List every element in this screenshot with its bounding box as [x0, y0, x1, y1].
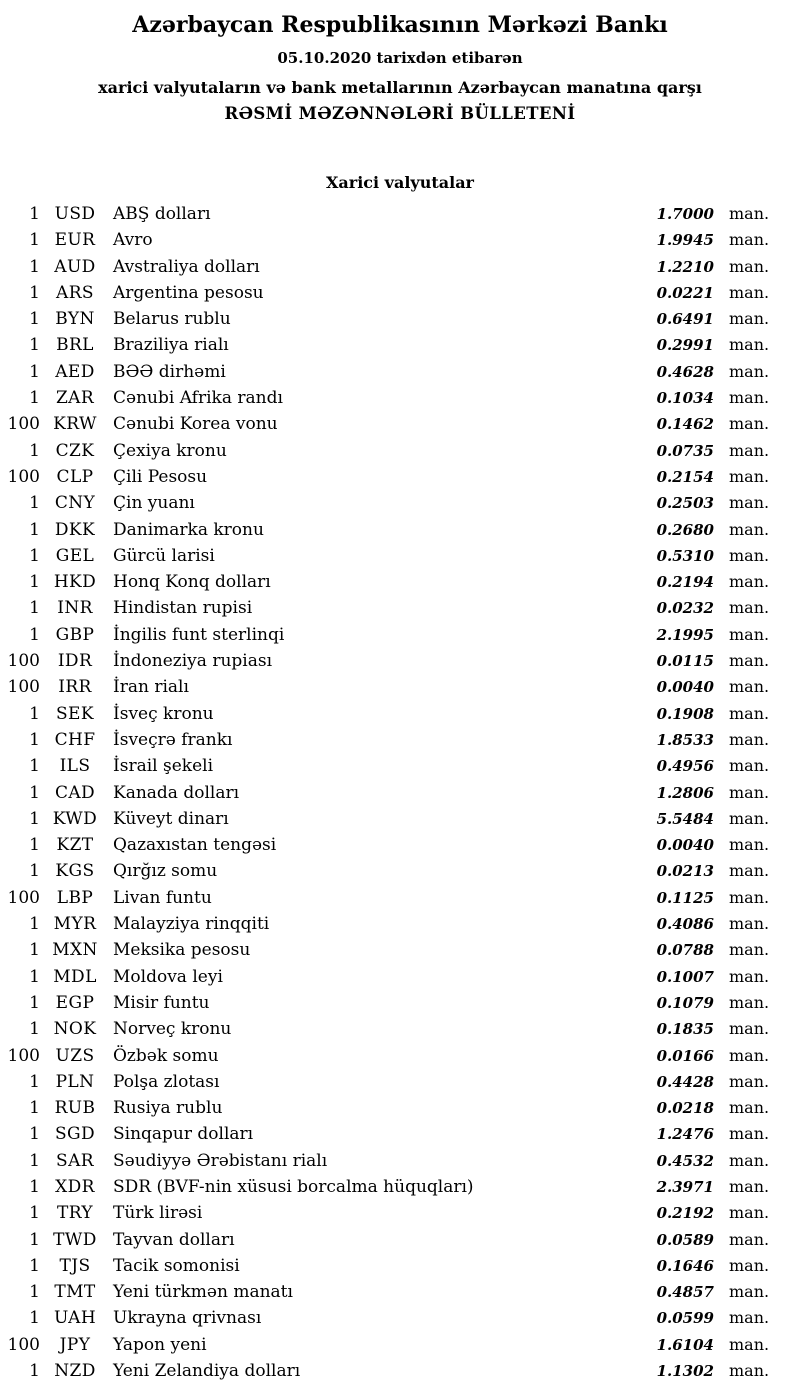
currency-quantity: 1 — [29, 914, 40, 935]
rate-value: 0.5310 — [656, 546, 714, 565]
rate-row-cad — [0, 780, 800, 806]
rate-value: 0.0213 — [656, 862, 714, 881]
rate-row-eur — [0, 227, 800, 253]
rate-row-gbp — [0, 622, 800, 648]
rate-value: 0.0115 — [656, 652, 714, 671]
currency-code: XDR — [55, 1176, 95, 1197]
unit-label: man. — [729, 940, 770, 960]
rate-value: 0.0221 — [656, 283, 714, 302]
currency-name: Yeni Zelandiya dolları — [113, 1361, 301, 1382]
currency-name: İsveç kronu — [113, 703, 214, 724]
currency-code: CAD — [54, 782, 96, 803]
currency-name: Ukrayna qrivnası — [113, 1308, 262, 1329]
currency-quantity: 100 — [7, 414, 40, 435]
currency-code: SEK — [56, 703, 94, 724]
currency-name: Moldova leyi — [113, 966, 223, 987]
rate-value: 1.9945 — [656, 231, 714, 250]
currency-quantity: 100 — [7, 677, 40, 698]
currency-code: MYR — [53, 914, 97, 935]
bulletin-header — [0, 0, 800, 123]
rate-value: 0.2503 — [656, 494, 714, 513]
rate-value: 0.2194 — [656, 573, 714, 592]
unit-label: man. — [729, 729, 770, 749]
currency-name: Cənubi Afrika randı — [113, 388, 283, 409]
unit-label: man. — [729, 466, 770, 486]
currency-quantity: 1 — [29, 782, 40, 803]
rate-value: 0.1908 — [656, 704, 714, 723]
currency-code: KGS — [55, 861, 95, 882]
currency-code: IRR — [58, 677, 92, 698]
currency-quantity: 1 — [29, 940, 40, 961]
unit-label: man. — [729, 1255, 770, 1275]
currency-name: Argentina pesosu — [113, 282, 264, 303]
currency-code: TRY — [56, 1203, 94, 1224]
rate-value: 1.1302 — [656, 1362, 714, 1381]
currency-quantity: 1 — [29, 992, 40, 1013]
currency-code: TWD — [53, 1229, 97, 1250]
currency-name: Çin yuanı — [113, 493, 195, 514]
currency-quantity: 1 — [29, 808, 40, 829]
rate-row-rub — [0, 1095, 800, 1121]
rate-value: 0.1079 — [656, 993, 714, 1012]
rates-table — [0, 201, 800, 1384]
rate-row-jpy — [0, 1332, 800, 1358]
rate-value: 0.2680 — [656, 520, 714, 539]
currency-quantity: 1 — [29, 966, 40, 987]
currency-quantity: 1 — [29, 388, 40, 409]
rate-row-egp — [0, 990, 800, 1016]
currency-code: RUB — [54, 1098, 96, 1119]
currency-code: GEL — [55, 545, 95, 566]
rate-row-idr — [0, 648, 800, 674]
unit-label: man. — [729, 624, 770, 644]
currency-name: Rusiya rublu — [113, 1098, 223, 1119]
currency-quantity: 1 — [29, 703, 40, 724]
rate-value: 1.8533 — [656, 730, 714, 749]
effective-date-line: 05.10.2020 tarixdən etibarən — [277, 49, 523, 67]
rate-row-ils — [0, 753, 800, 779]
rate-value: 0.1462 — [656, 415, 714, 434]
rate-row-aud — [0, 254, 800, 280]
unit-label: man. — [729, 230, 770, 250]
currency-code: USD — [54, 204, 96, 224]
rate-value: 2.3971 — [656, 1177, 714, 1196]
currency-code: PLN — [55, 1071, 95, 1092]
rate-value: 0.0218 — [656, 1099, 714, 1118]
rate-value: 0.4086 — [656, 915, 714, 934]
rate-row-cny — [0, 490, 800, 516]
rate-row-try — [0, 1200, 800, 1226]
currency-name: Avro — [113, 230, 153, 251]
currency-code: MXN — [52, 940, 98, 961]
unit-label: man. — [729, 1124, 770, 1144]
currency-name: Misir funtu — [113, 992, 210, 1013]
rate-row-kzt — [0, 832, 800, 858]
currency-quantity: 1 — [29, 572, 40, 593]
currency-name: İsveçrə frankı — [113, 729, 233, 750]
rate-row-mdl — [0, 964, 800, 990]
unit-label: man. — [729, 1045, 770, 1065]
currency-quantity: 1 — [29, 204, 40, 224]
rate-value: 0.1835 — [656, 1020, 714, 1039]
currency-quantity: 1 — [29, 756, 40, 777]
rate-value: 0.0232 — [656, 599, 714, 618]
rate-row-clp — [0, 464, 800, 490]
unit-label: man. — [729, 835, 770, 855]
currency-quantity: 1 — [29, 1308, 40, 1329]
currency-code: SGD — [54, 1124, 96, 1145]
rate-row-aed — [0, 359, 800, 385]
currency-quantity: 1 — [29, 1019, 40, 1040]
unit-label: man. — [729, 519, 770, 539]
rate-row-mxn — [0, 937, 800, 963]
unit-label: man. — [729, 992, 770, 1012]
unit-label: man. — [729, 651, 770, 671]
currency-quantity: 100 — [7, 1334, 40, 1355]
unit-label: man. — [729, 1203, 770, 1223]
rate-value: 0.2991 — [656, 336, 714, 355]
currency-name: Meksika pesosu — [113, 940, 251, 961]
rate-row-myr — [0, 911, 800, 937]
rate-value: 0.0788 — [656, 941, 714, 960]
unit-label: man. — [729, 966, 770, 986]
rate-row-sgd — [0, 1121, 800, 1147]
unit-label: man. — [729, 388, 770, 408]
currency-quantity: 1 — [29, 1203, 40, 1224]
currency-name: Avstraliya dolları — [113, 256, 260, 277]
unit-label: man. — [729, 1071, 770, 1091]
unit-label: man. — [729, 887, 770, 907]
currency-name: Türk lirəsi — [113, 1203, 203, 1224]
currency-quantity: 1 — [29, 861, 40, 882]
unit-label: man. — [729, 361, 770, 381]
currency-name: Yapon yeni — [113, 1334, 207, 1355]
currency-quantity: 1 — [29, 1229, 40, 1250]
currency-quantity: 1 — [29, 493, 40, 514]
currency-name: İngilis funt sterlinqi — [113, 624, 285, 645]
bank-title: Azərbaycan Respublikasının Mərkəzi Bankı — [132, 12, 668, 38]
currency-quantity: 1 — [29, 1282, 40, 1303]
currency-name: Livan funtu — [113, 887, 212, 908]
currency-code: BYN — [55, 309, 95, 330]
unit-label: man. — [729, 493, 770, 513]
currency-name: Yeni türkmən manatı — [113, 1282, 293, 1303]
currency-name: Səudiyyə Ərəbistanı rialı — [113, 1150, 328, 1171]
currency-quantity: 1 — [29, 1176, 40, 1197]
rate-value: 1.2806 — [656, 783, 714, 802]
currency-code: TMT — [54, 1282, 96, 1303]
currency-code: CLP — [56, 466, 94, 487]
currency-quantity: 1 — [29, 1071, 40, 1092]
currency-quantity: 100 — [7, 466, 40, 487]
rate-row-krw — [0, 411, 800, 437]
rate-value: 0.0735 — [656, 441, 714, 460]
currency-name: ABŞ dolları — [113, 204, 211, 224]
currency-code: DKK — [54, 519, 96, 540]
rate-row-hkd — [0, 569, 800, 595]
currency-quantity: 1 — [29, 309, 40, 330]
rate-row-uzs — [0, 1043, 800, 1069]
currency-name: Tayvan dolları — [113, 1229, 235, 1250]
currency-name: Honq Konq dolları — [113, 572, 271, 593]
unit-label: man. — [729, 572, 770, 592]
unit-label: man. — [729, 756, 770, 776]
rate-row-inr — [0, 595, 800, 621]
currency-name: BƏƏ dirhəmi — [113, 361, 226, 382]
unit-label: man. — [729, 1308, 770, 1328]
unit-label: man. — [729, 440, 770, 460]
bulletin-title: RƏSMİ MƏZƏNNƏLƏRİ BÜLLETENİ — [224, 104, 576, 123]
unit-label: man. — [729, 1098, 770, 1118]
rate-value: 0.4956 — [656, 757, 714, 776]
currency-code: KRW — [53, 414, 97, 435]
currency-quantity: 1 — [29, 598, 40, 619]
unit-label: man. — [729, 1176, 770, 1196]
unit-label: man. — [729, 914, 770, 934]
currency-code: UZS — [55, 1045, 95, 1066]
currency-quantity: 100 — [7, 887, 40, 908]
rate-row-usd — [0, 201, 800, 227]
rate-value: 0.4532 — [656, 1151, 714, 1170]
unit-label: man. — [729, 335, 770, 355]
unit-label: man. — [729, 808, 770, 828]
currency-name: Malayziya rinqqiti — [113, 914, 270, 935]
currency-quantity: 1 — [29, 1361, 40, 1382]
currency-quantity: 1 — [29, 545, 40, 566]
currency-code: BRL — [56, 335, 94, 356]
rate-row-tmt — [0, 1279, 800, 1305]
rate-value: 5.5484 — [656, 809, 714, 828]
currency-code: HKD — [53, 572, 97, 593]
currency-code: EUR — [54, 230, 96, 251]
section-title-foreign-currencies: Xarici valyutalar — [326, 173, 474, 192]
currency-quantity: 100 — [7, 1045, 40, 1066]
rate-value: 0.0166 — [656, 1046, 714, 1065]
currency-code: CHF — [54, 729, 96, 750]
currency-quantity: 1 — [29, 1098, 40, 1119]
rate-value: 0.0589 — [656, 1230, 714, 1249]
currency-quantity: 1 — [29, 335, 40, 356]
unit-label: man. — [729, 256, 770, 276]
rate-value: 0.0599 — [656, 1309, 714, 1328]
currency-name: Özbək somu — [113, 1045, 219, 1066]
rate-value: 2.1995 — [656, 625, 714, 644]
currency-name: Qırğız somu — [113, 861, 218, 882]
currency-name: Kanada dolları — [113, 782, 240, 803]
unit-label: man. — [729, 545, 770, 565]
rate-row-pln — [0, 1069, 800, 1095]
currency-name: İsrail şekeli — [113, 756, 213, 777]
unit-label: man. — [729, 1019, 770, 1039]
currency-quantity: 1 — [29, 440, 40, 461]
subject-line: xarici valyutaların və bank metallarının Azərbaycan manatına qarşı — [98, 78, 702, 97]
currency-quantity: 1 — [29, 361, 40, 382]
rate-row-chf — [0, 727, 800, 753]
currency-code: AED — [55, 361, 95, 382]
currency-quantity: 1 — [29, 1255, 40, 1276]
unit-label: man. — [729, 309, 770, 329]
currency-name: SDR (BVF-nin xüsusi borcalma hüquqları) — [113, 1176, 474, 1197]
currency-name: İran rialı — [113, 677, 189, 698]
currency-quantity: 1 — [29, 282, 40, 303]
currency-code: EGP — [55, 992, 95, 1013]
unit-label: man. — [729, 1150, 770, 1170]
currency-code: ZAR — [55, 388, 95, 409]
currency-code: NOK — [53, 1019, 97, 1040]
currency-code: UAH — [53, 1308, 97, 1329]
currency-quantity: 1 — [29, 230, 40, 251]
currency-code: NZD — [54, 1361, 96, 1382]
unit-label: man. — [729, 598, 770, 618]
currency-quantity: 1 — [29, 1124, 40, 1145]
currency-quantity: 1 — [29, 729, 40, 750]
rate-row-uah — [0, 1305, 800, 1331]
rate-value: 0.1007 — [656, 967, 714, 986]
currency-code: TJS — [59, 1255, 91, 1276]
rate-row-dkk — [0, 517, 800, 543]
currency-code: LBP — [56, 887, 94, 908]
unit-label: man. — [729, 703, 770, 723]
rate-row-byn — [0, 306, 800, 332]
currency-name: Gürcü larisi — [113, 545, 215, 566]
rate-row-kgs — [0, 858, 800, 884]
rate-row-nok — [0, 1016, 800, 1042]
currency-quantity: 1 — [29, 519, 40, 540]
currency-code: IDR — [57, 651, 93, 672]
currency-quantity: 1 — [29, 256, 40, 277]
currency-quantity: 1 — [29, 835, 40, 856]
currency-code: AUD — [54, 256, 96, 277]
rate-row-ars — [0, 280, 800, 306]
currency-code: SAR — [56, 1150, 94, 1171]
rate-row-irr — [0, 674, 800, 700]
currency-code: CNY — [54, 493, 96, 514]
currency-name: İndoneziya rupiası — [113, 651, 273, 672]
unit-label: man. — [729, 282, 770, 302]
currency-name: Norveç kronu — [113, 1019, 232, 1040]
currency-code: CZK — [55, 440, 95, 461]
currency-name: Sinqapur dolları — [113, 1124, 254, 1145]
rate-value: 0.1125 — [656, 888, 714, 907]
unit-label: man. — [729, 414, 770, 434]
rate-value: 1.7000 — [656, 205, 714, 223]
currency-code: GBP — [55, 624, 95, 645]
rate-value: 0.4857 — [656, 1283, 714, 1302]
rate-row-lbp — [0, 885, 800, 911]
rate-value: 0.1034 — [656, 389, 714, 408]
currency-name: Küveyt dinarı — [113, 808, 229, 829]
rate-row-twd — [0, 1227, 800, 1253]
rate-value: 0.2154 — [656, 467, 714, 486]
currency-name: Danimarka kronu — [113, 519, 264, 540]
rate-value: 0.6491 — [656, 310, 714, 329]
currency-code: KZT — [56, 835, 94, 856]
rate-value: 1.6104 — [656, 1335, 714, 1354]
unit-label: man. — [729, 204, 770, 223]
currency-name: Braziliya rialı — [113, 335, 229, 356]
currency-name: Çili Pesosu — [113, 466, 208, 487]
currency-name: Belarus rublu — [113, 309, 231, 330]
rate-row-kwd — [0, 806, 800, 832]
unit-label: man. — [729, 1229, 770, 1249]
rate-value: 0.0040 — [656, 678, 714, 697]
unit-label: man. — [729, 861, 770, 881]
currency-quantity: 1 — [29, 1150, 40, 1171]
rate-value: 1.2476 — [656, 1125, 714, 1144]
rate-row-sar — [0, 1148, 800, 1174]
unit-label: man. — [729, 1282, 770, 1302]
currency-name: Qazaxıstan tengəsi — [113, 835, 277, 856]
rate-row-tjs — [0, 1253, 800, 1279]
currency-code: INR — [57, 598, 93, 619]
rate-row-zar — [0, 385, 800, 411]
currency-code: KWD — [52, 808, 98, 829]
rate-row-sek — [0, 701, 800, 727]
rate-row-xdr — [0, 1174, 800, 1200]
rate-value: 1.2210 — [656, 257, 714, 276]
currency-code: ILS — [59, 756, 91, 777]
rate-value: 0.0040 — [656, 836, 714, 855]
currency-code: JPY — [59, 1334, 91, 1355]
currency-name: Tacik somonisi — [113, 1255, 240, 1276]
rate-row-nzd — [0, 1358, 800, 1384]
currency-code: MDL — [53, 966, 97, 987]
rate-value: 0.2192 — [656, 1204, 714, 1223]
rate-row-brl — [0, 332, 800, 358]
unit-label: man. — [729, 782, 770, 802]
currency-name: Cənubi Korea vonu — [113, 414, 278, 435]
currency-quantity: 1 — [29, 624, 40, 645]
unit-label: man. — [729, 677, 770, 697]
currency-name: Çexiya kronu — [113, 440, 227, 461]
unit-label: man. — [729, 1361, 770, 1381]
currency-name: Hindistan rupisi — [113, 598, 253, 619]
rate-value: 0.1646 — [656, 1256, 714, 1275]
currency-quantity: 100 — [7, 651, 40, 672]
currency-code: ARS — [56, 282, 94, 303]
currency-name: Polşa zlotası — [113, 1071, 220, 1092]
rate-row-gel — [0, 543, 800, 569]
rate-value: 0.4428 — [656, 1072, 714, 1091]
rate-row-czk — [0, 438, 800, 464]
rate-value: 0.4628 — [656, 362, 714, 381]
unit-label: man. — [729, 1334, 770, 1354]
